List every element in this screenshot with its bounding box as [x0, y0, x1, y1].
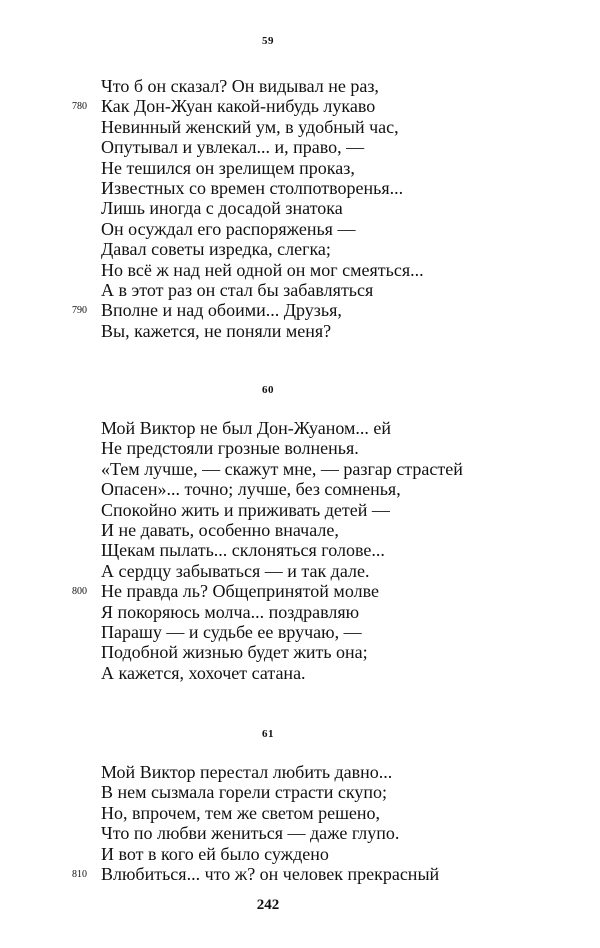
poem-line	[0, 239, 600, 259]
poem-line	[0, 479, 600, 499]
line-text: А в этот раз он стал бы забавляться	[101, 279, 374, 300]
stanza-number: 61	[262, 728, 274, 740]
line-text: Щекам пылать... склоняться голове...	[101, 540, 385, 561]
poem-line	[0, 459, 600, 479]
stanza	[0, 76, 600, 341]
stanza	[0, 762, 600, 884]
line-text: Мой Виктор перестал любить давно...	[101, 762, 393, 782]
line-text: Спокойно жить и приживать детей —	[101, 499, 390, 520]
poem-line	[0, 844, 600, 864]
line-number: 790	[72, 305, 87, 317]
line-text: Не правда ль? Общепринятой молве	[101, 581, 379, 602]
line-text: Известных со времен столпотворенья...	[101, 177, 404, 198]
line-text: Парашу — и судьбе ее вручаю, —	[101, 621, 362, 642]
poem-line	[0, 178, 600, 198]
poem-line	[0, 137, 600, 157]
poem-line	[0, 581, 600, 601]
line-text: Влюбиться... что ж? он человек прекрасный	[101, 863, 440, 884]
page-number: 242	[256, 897, 280, 913]
poem-line	[0, 864, 600, 884]
line-number: 800	[72, 586, 87, 598]
poem-line	[0, 300, 600, 320]
poem-line	[0, 561, 600, 581]
line-text: Вы, кажется, не поняли меня?	[101, 320, 332, 341]
poem-line	[0, 76, 600, 96]
line-text: Подобной жизнью будет жить она;	[101, 642, 368, 663]
poem-line	[0, 280, 600, 300]
line-text: Вполне и над обоими... Друзья,	[101, 300, 342, 321]
line-text: Как Дон-Жуан какой-нибудь лукаво	[101, 96, 376, 117]
line-text: Но, впрочем, тем же светом решено,	[101, 802, 381, 823]
line-text: А кажется, хохочет сатана.	[101, 662, 306, 683]
poem-line	[0, 782, 600, 802]
stanza	[0, 418, 600, 683]
poem-line	[0, 622, 600, 642]
poem-line	[0, 158, 600, 178]
line-text: Лишь иногда с досадой знатока	[101, 198, 343, 219]
poem-line	[0, 823, 600, 843]
line-text: Не предстояли грозные волненья.	[101, 438, 359, 459]
poem-line	[0, 219, 600, 239]
stanza-number: 59	[262, 35, 274, 47]
line-text: Опасен»... точно; лучше, без сомненья,	[101, 479, 401, 500]
line-number: 810	[72, 868, 87, 880]
line-text: Что б он сказал? Он видывал не раз,	[101, 76, 379, 96]
poem-line	[0, 540, 600, 560]
poem-line	[0, 520, 600, 540]
line-text: Давал советы изредка, слегка;	[101, 239, 331, 260]
poem-line	[0, 438, 600, 458]
poem-line	[0, 321, 600, 341]
poem-line	[0, 96, 600, 116]
stanza-number: 60	[262, 384, 274, 396]
poem-line	[0, 117, 600, 137]
poem-line	[0, 642, 600, 662]
line-text: Невинный женский ум, в удобный час,	[101, 116, 399, 137]
line-text: И не давать, особенно вначале,	[101, 519, 339, 540]
poem-line	[0, 663, 600, 683]
line-text: Опутывал и увлекал... и, право, —	[101, 137, 365, 158]
line-text: Но всё ж над ней одной он мог смеяться...	[101, 259, 424, 280]
line-text: И вот в кого ей было суждено	[101, 843, 329, 864]
line-text: В нем сызмала горели страсти скупо;	[101, 782, 388, 803]
poem-line	[0, 762, 600, 782]
poem-line	[0, 260, 600, 280]
poem-line	[0, 602, 600, 622]
poem-line	[0, 418, 600, 438]
line-text: «Тем лучше, — скажут мне, — разгар страстей	[101, 458, 463, 479]
line-text: Я покоряюсь молча... поздравляю	[101, 601, 360, 622]
line-number: 780	[72, 101, 87, 113]
poem-line	[0, 198, 600, 218]
line-text: Что по любви жениться — даже глупо.	[101, 823, 400, 844]
line-text: А сердцу забываться — и так дале.	[101, 560, 370, 581]
line-text: Мой Виктор не был Дон-Жуаном... ей	[101, 418, 392, 438]
poem-line	[0, 500, 600, 520]
poem-line	[0, 803, 600, 823]
line-text: Не тешился он зрелищем проказ,	[101, 157, 355, 178]
line-text: Он осуждал его распоряженья —	[101, 218, 356, 239]
